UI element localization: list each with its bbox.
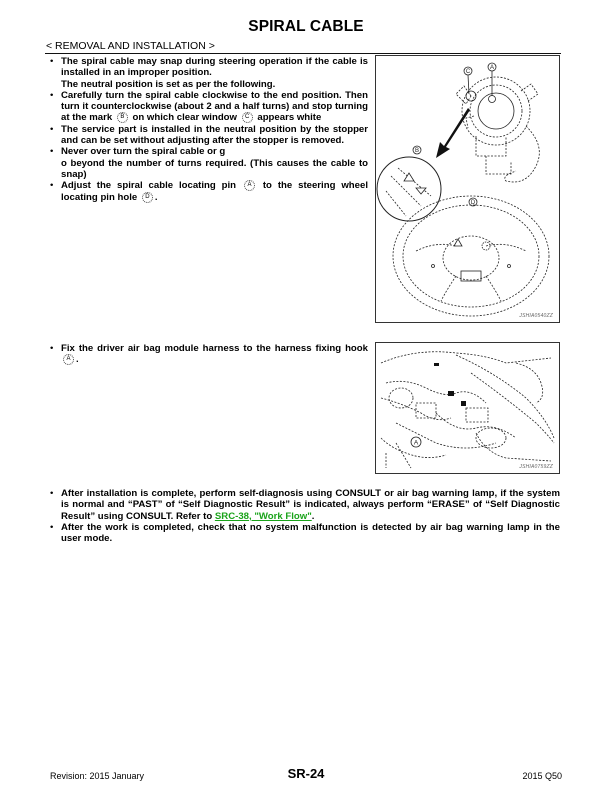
bullet-text: appears white: [257, 112, 322, 124]
bullet-text: The service part is installed in the neutral position by the stopper and can be set without adjusting after the stopper is removed.: [61, 123, 368, 147]
bullet-text: After the work is completed, check that no system malfunction is detected by air bag warning lamp in the user mode.: [61, 521, 560, 545]
bullet-text: The neutral position is set as per the following.: [61, 78, 276, 90]
marker-a-icon: A: [63, 354, 74, 365]
bullet-turn-cable: [50, 90, 368, 124]
steering-wheel-hub: [443, 236, 499, 280]
bullet-check-malfunction: [50, 522, 560, 545]
bullet-text: .: [154, 191, 158, 203]
bullet-text: .: [76, 354, 79, 366]
spiral-cable-illustration: [376, 56, 559, 322]
spiral-cable-center-hole: [478, 93, 514, 129]
bullet-text: After installation is complete, perform self-diagnosis using CONSULT or air bag warning lamp, if the system is normal and “PAST” of “Self Diagnostic Result” is indicated, always perform “ERASE” of “Self Diagnostic Result” using CONSULT. Refer to: [61, 488, 560, 522]
marker-b-icon: B: [117, 112, 128, 123]
marker-a-icon: A: [244, 180, 255, 191]
spiral-cable-outer-ring: [462, 77, 530, 145]
figure-label-a: A: [413, 439, 419, 447]
marker-c-icon: C: [242, 112, 253, 123]
figure-id: JSHIA0540ZZ: [519, 313, 553, 319]
bullet-text: Carefully turn the spiral cable clockwise to the end position. Then turn it counterclockwise (about 2 and a half turns) and stop turning at the mark: [61, 89, 368, 124]
figure-label-a: A: [489, 65, 495, 71]
harness-figure: [375, 342, 560, 474]
header-divider: [45, 53, 561, 54]
bullet-text: Adjust the spiral cable locating pin: [61, 180, 237, 192]
harness-illustration: [376, 343, 559, 473]
bullet-text: on which clear window: [132, 112, 238, 124]
bullet-self-diagnosis: [50, 488, 560, 522]
post-installation-instructions: [50, 488, 560, 544]
footer-page-number: SR-24: [287, 766, 325, 781]
marker-d-icon: D: [142, 192, 153, 203]
work-flow-link[interactable]: SRC-38, "Work Flow": [214, 510, 312, 522]
figure-id: JSHIA0759ZZ: [519, 464, 553, 470]
bullet-text: • Never over turn the spiral cable or g: [61, 146, 226, 158]
figure-label-d: D: [470, 200, 476, 206]
direction-arrow-icon: [436, 108, 470, 158]
bullet-text: to the steering wheel locating pin hole: [61, 180, 368, 203]
page-title: SPIRAL CABLE: [248, 18, 364, 35]
bullet-text: o beyond the number of turns required. (This causes the cable to snap): [61, 157, 368, 180]
harness-instructions: [50, 343, 368, 366]
bullet-text: .: [311, 510, 315, 522]
figure-label-c: C: [465, 69, 471, 75]
spiral-cable-figure: [375, 55, 560, 323]
bullet-text: • The spiral cable may snap during steering operation if the cable is installed in an improper position.: [61, 56, 368, 79]
footer-model: 2015 Q50: [522, 771, 562, 781]
bullet-harness-hook: [50, 343, 368, 366]
section-breadcrumb: < REMOVAL AND INSTALLATION >: [46, 40, 215, 52]
figure-label-b: B: [414, 148, 420, 154]
bullet-service-part: [50, 124, 368, 147]
footer-revision: Revision: 2015 January: [50, 771, 145, 781]
bullet-text: Fix the driver air bag module harness to the harness fixing hook: [61, 343, 368, 354]
bullet-never-over-turn: [50, 146, 368, 180]
bullet-locating-pin: [50, 180, 368, 203]
neutral-position-instructions: [50, 56, 368, 203]
bullet-snap-warning: [50, 56, 368, 90]
detail-magnifier: [377, 157, 441, 221]
steering-wheel-outer: [393, 196, 549, 316]
